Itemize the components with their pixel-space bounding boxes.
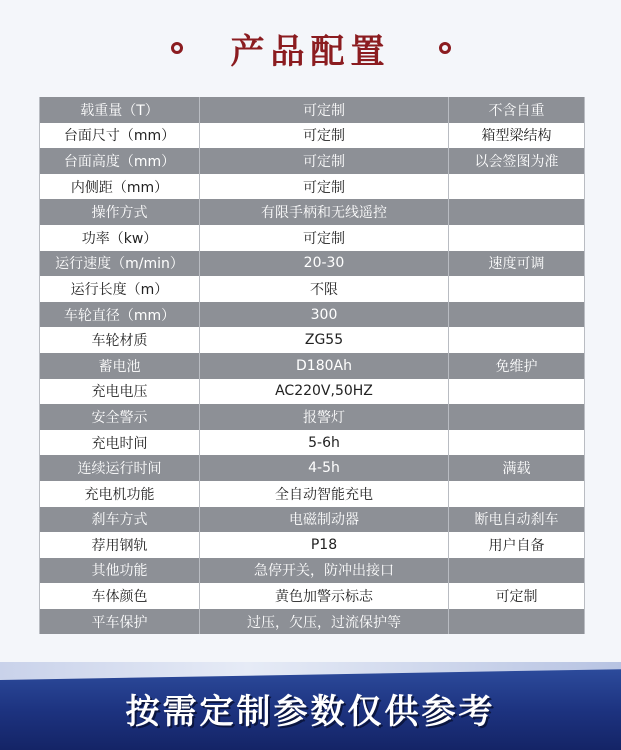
- spec-row: [40, 609, 585, 635]
- spec-label: 充电时间: [40, 430, 200, 456]
- spec-row: [40, 276, 585, 302]
- spec-label: 车体颜色: [40, 583, 200, 609]
- spec-note: 箱型梁结构: [449, 123, 585, 149]
- spec-value: D180Ah: [200, 353, 449, 379]
- spec-value: 有限手柄和无线遥控: [200, 199, 449, 225]
- spec-label: 荐用钢轨: [40, 532, 200, 558]
- spec-note: [449, 430, 585, 456]
- spec-note: 断电自动刹车: [449, 507, 585, 533]
- spec-label: 车轮直径（mm）: [40, 302, 200, 328]
- spec-row: [40, 225, 585, 251]
- spec-note: [449, 199, 585, 225]
- spec-value: 电磁制动器: [200, 507, 449, 533]
- spec-label: 操作方式: [40, 199, 200, 225]
- spec-row: [40, 404, 585, 430]
- spec-value: 不限: [200, 276, 449, 302]
- ring-decoration-right: [439, 42, 451, 54]
- spec-row: [40, 123, 585, 149]
- spec-label: 运行速度（m/min）: [40, 251, 200, 277]
- spec-note: 可定制: [449, 583, 585, 609]
- spec-row: [40, 97, 585, 123]
- spec-table-body: [40, 97, 585, 634]
- spec-label: 充电机功能: [40, 481, 200, 507]
- spec-label: 台面尺寸（mm）: [40, 123, 200, 149]
- spec-label: 充电电压: [40, 379, 200, 405]
- spec-value: 20-30: [200, 251, 449, 277]
- spec-note: [449, 174, 585, 200]
- title-bar: [0, 0, 621, 96]
- spec-row: [40, 353, 585, 379]
- footer-banner-text: 按需定制参数仅供参考: [125, 692, 496, 732]
- spec-label: 蓄电池: [40, 353, 200, 379]
- spec-note: [449, 302, 585, 328]
- spec-note: [449, 327, 585, 353]
- spec-note: [449, 481, 585, 507]
- spec-note: 速度可调: [449, 251, 585, 277]
- spec-label: 车轮材质: [40, 327, 200, 353]
- spec-note: 满载: [449, 455, 585, 481]
- spec-value: 报警灯: [200, 404, 449, 430]
- spec-row: [40, 430, 585, 456]
- footer-sheen: [0, 662, 621, 680]
- footer-banner: [0, 662, 621, 750]
- spec-label: 台面高度（mm）: [40, 148, 200, 174]
- spec-label: 连续运行时间: [40, 455, 200, 481]
- spec-label: 安全警示: [40, 404, 200, 430]
- spec-note: [449, 276, 585, 302]
- spec-row: [40, 148, 585, 174]
- spec-note: [449, 225, 585, 251]
- spec-note: 不含自重: [449, 97, 585, 123]
- spec-row: [40, 302, 585, 328]
- spec-row: [40, 174, 585, 200]
- spec-row: [40, 481, 585, 507]
- spec-value: 可定制: [200, 225, 449, 251]
- spec-row: [40, 379, 585, 405]
- spec-row: [40, 455, 585, 481]
- spec-value: 4-5h: [200, 455, 449, 481]
- spec-value: 可定制: [200, 123, 449, 149]
- spec-value: 全自动智能充电: [200, 481, 449, 507]
- page-title: 产品配置: [230, 31, 391, 72]
- spec-value: 5-6h: [200, 430, 449, 456]
- spec-value: 可定制: [200, 148, 449, 174]
- spec-value: 过压，欠压，过流保护等: [200, 609, 449, 635]
- spec-table: [39, 97, 585, 634]
- spec-row: [40, 327, 585, 353]
- spec-value: 黄色加警示标志: [200, 583, 449, 609]
- spec-label: 功率（kw）: [40, 225, 200, 251]
- spec-label: 内侧距（mm）: [40, 174, 200, 200]
- spec-value: 急停开关，防冲出接口: [200, 558, 449, 584]
- spec-row: [40, 251, 585, 277]
- spec-label: 运行长度（m）: [40, 276, 200, 302]
- spec-row: [40, 583, 585, 609]
- ring-decoration-left: [171, 42, 183, 54]
- spec-note: 以会签图为准: [449, 148, 585, 174]
- spec-label: 刹车方式: [40, 507, 200, 533]
- spec-row: [40, 507, 585, 533]
- spec-note: [449, 558, 585, 584]
- spec-note: [449, 404, 585, 430]
- spec-value: 可定制: [200, 97, 449, 123]
- spec-note: 用户自备: [449, 532, 585, 558]
- spec-note: [449, 609, 585, 635]
- spec-value: ZG55: [200, 327, 449, 353]
- spec-label: 其他功能: [40, 558, 200, 584]
- spec-row: [40, 199, 585, 225]
- spec-row: [40, 532, 585, 558]
- spec-note: [449, 379, 585, 405]
- spec-label: 载重量（T）: [40, 97, 200, 123]
- spec-value: P18: [200, 532, 449, 558]
- spec-value: AC220V,50HZ: [200, 379, 449, 405]
- spec-value: 300: [200, 302, 449, 328]
- spec-note: 免维护: [449, 353, 585, 379]
- spec-label: 平车保护: [40, 609, 200, 635]
- spec-row: [40, 558, 585, 584]
- spec-value: 可定制: [200, 174, 449, 200]
